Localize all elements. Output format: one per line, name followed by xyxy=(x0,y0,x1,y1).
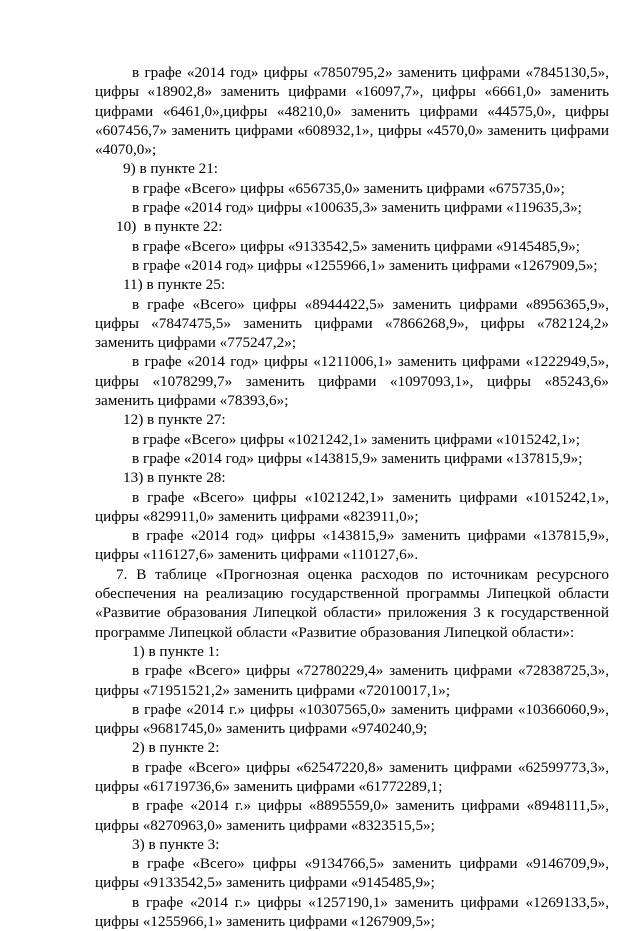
document-line: цифры «7847475,5» заменить цифрами «7866268,9», цифры «782124,2» xyxy=(95,314,609,332)
document-line: в графе «Всего» цифры «1021242,1» заменить цифрами «1015242,1»; xyxy=(132,430,580,448)
document-line: 3) в пункте 3: xyxy=(132,835,220,853)
document-line: в графе «2014 год» цифры «143815,9» заменить цифрами «137815,9», xyxy=(132,527,609,545)
document-line: в графе «2014 год» цифры «1211006,1» заменить цифрами «1222949,5», xyxy=(132,353,609,371)
document-line: в графе «Всего» цифры «8944422,5» заменить цифрами «8956365,9», xyxy=(132,295,609,313)
document-line: в графе «Всего» цифры «1021242,1» заменить цифрами «1015242,1», xyxy=(132,488,609,506)
document-line: в графе «Всего» цифры «656735,0» заменить цифрами «675735,0»; xyxy=(132,179,565,197)
document-line: цифрами «6461,0»,цифры «48210,0» заменить цифрами «44575,0», цифры xyxy=(95,102,609,120)
document-line: цифры «8270963,0» заменить цифрами «8323515,5»; xyxy=(95,816,435,834)
document-line: в графе «Всего» цифры «9134766,5» заменить цифрами «9146709,9», xyxy=(132,855,609,873)
document-line: в графе «2014 год» цифры «143815,9» заменить цифрами «137815,9»; xyxy=(132,449,583,467)
document-line: в графе «2014 г.» цифры «8895559,0» заменить цифрами «8948111,5», xyxy=(132,797,609,815)
document-line: в графе «Всего» цифры «62547220,8» заменить цифрами «62599773,3», xyxy=(132,758,609,776)
document-line: заменить цифрами «775247,2»; xyxy=(95,334,297,352)
document-line: 1) в пункте 1: xyxy=(132,642,220,660)
document-line: цифры «1078299,7» заменить цифрами «1097093,1», цифры «85243,6» xyxy=(95,372,609,390)
document-line: в графе «2014 г.» цифры «1257190,1» заменить цифрами «1269133,5», xyxy=(132,893,609,911)
document-line: программе Липецкой области «Развитие образования Липецкой области»: xyxy=(95,623,575,641)
document-line: цифры «71951521,2» заменить цифрами «72010017,1»; xyxy=(95,681,451,699)
document-line: 2) в пункте 2: xyxy=(132,739,220,757)
document-line: в графе «2014 год» цифры «1255966,1» заменить цифрами «1267909,5»; xyxy=(132,256,598,274)
document-line: 10) в пункте 22: xyxy=(116,218,223,236)
document-line: 13) в пункте 28: xyxy=(123,469,226,487)
document-line: 12) в пункте 27: xyxy=(123,411,226,429)
document-body xyxy=(95,63,609,931)
document-line: обеспечения на реализацию государственной программы Липецкой области xyxy=(95,585,609,603)
document-line: в графе «Всего» цифры «72780229,4» заменить цифрами «72838725,3», xyxy=(132,662,609,680)
document-line: заменить цифрами «78393,6»; xyxy=(95,392,289,410)
document-line: цифры «9681745,0» заменить цифрами «9740240,9; xyxy=(95,720,428,738)
document-line: цифры «9133542,5» заменить цифрами «9145485,9»; xyxy=(95,874,435,892)
document-line: «607456,7» заменить цифрами «608932,1», цифры «4570,0» заменить цифрами xyxy=(95,121,609,139)
document-line: цифры «18902,8» заменить цифрами «16097,7», цифры «6661,0» заменить xyxy=(95,83,609,101)
document-line: цифры «829911,0» заменить цифрами «823911,0»; xyxy=(95,507,419,525)
document-line: в графе «2014 год» цифры «100635,3» заменить цифрами «119635,3»; xyxy=(132,199,582,217)
document-line: в графе «Всего» цифры «9133542,5» заменить цифрами «9145485,9»; xyxy=(132,237,580,255)
document-line: 7. В таблице «Прогнозная оценка расходов по источникам ресурсного xyxy=(116,565,609,583)
document-line: цифры «116127,6» заменить цифрами «110127,6». xyxy=(95,546,419,564)
document-line: 9) в пункте 21: xyxy=(123,160,219,178)
document-line: «4070,0»; xyxy=(95,141,157,159)
document-line: цифры «61719736,6» заменить цифрами «61772289,1; xyxy=(95,777,443,795)
document-line: в графе «2014 г.» цифры «10307565,0» заменить цифрами «10366060,9», xyxy=(132,700,609,718)
document-line: 11) в пункте 25: xyxy=(123,276,226,294)
document-line: цифры «1255966,1» заменить цифрами «1267909,5»; xyxy=(95,913,435,931)
document-line: «Развитие образования Липецкой области» приложения 3 к государственной xyxy=(95,604,609,622)
document-line: в графе «2014 год» цифры «7850795,2» заменить цифрами «7845130,5», xyxy=(132,64,609,81)
